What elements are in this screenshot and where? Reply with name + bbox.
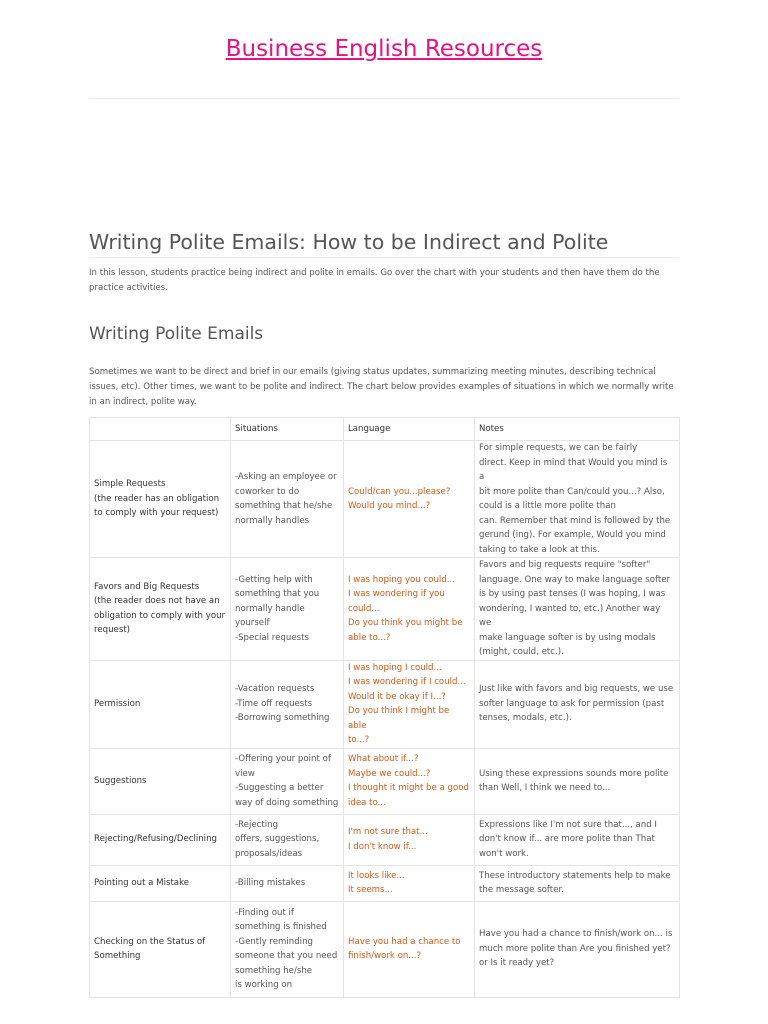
cell-line: -Time off requests bbox=[235, 698, 313, 709]
title-divider bbox=[89, 257, 679, 258]
cell-line: won't work. bbox=[479, 848, 529, 859]
row-language bbox=[344, 901, 475, 997]
row-notes bbox=[475, 814, 680, 865]
cell-line: Would you mind...? bbox=[348, 501, 431, 511]
table-row bbox=[90, 660, 680, 748]
cell-line: could is a little more polite than bbox=[479, 501, 616, 511]
cell-line: Checking on the Status of bbox=[94, 936, 206, 947]
cell-line: is working on bbox=[235, 980, 293, 990]
header-language: Language bbox=[344, 418, 475, 441]
cell-line: bit more polite than Can/could you...? Also, bbox=[479, 486, 665, 497]
cell-line: What about if...? bbox=[348, 754, 419, 764]
section-paragraph: Sometimes we want to be direct and brief in our emails (giving status updates, summarizing meeting minutes, describing technical issues, etc). Other times, we want to be polite and indirect. The chart below provides examples of situations in which we normally write in an indirect, polite way. bbox=[89, 367, 674, 407]
cell-line: -Borrowing something bbox=[235, 713, 330, 724]
row-category bbox=[90, 558, 231, 661]
cell-line: someone that you need bbox=[235, 951, 338, 961]
cell-line: I thought it might be a good bbox=[348, 783, 469, 793]
cell-line: Would it be okay if I...? bbox=[348, 691, 446, 702]
cell-line: finish/work on...? bbox=[348, 951, 422, 961]
cell-line: something that you bbox=[235, 589, 320, 599]
cell-line: view bbox=[235, 768, 255, 779]
cell-line: yourself bbox=[235, 618, 270, 628]
cell-line: something is finished bbox=[235, 922, 327, 932]
cell-line: Favors and Big Requests bbox=[94, 581, 200, 592]
cell-line: can. Remember that mind is followed by the bbox=[479, 515, 671, 526]
cell-line: I'm not sure that... bbox=[348, 827, 428, 837]
cell-line: It looks like... bbox=[348, 870, 405, 881]
cell-line: -Gently reminding bbox=[235, 936, 313, 947]
cell-line: is by using past tenses (I was hoping, I was bbox=[479, 589, 666, 599]
cell-line: make language softer is by using modals bbox=[479, 632, 656, 643]
cell-line: Do you think I might be able bbox=[348, 706, 450, 731]
cell-line: I was hoping I could... bbox=[348, 662, 442, 673]
polite-emails-chart bbox=[89, 417, 680, 998]
cell-line: (might, could, etc.). bbox=[479, 647, 564, 657]
row-category bbox=[90, 865, 231, 901]
cell-line: able to...? bbox=[348, 632, 391, 643]
row-situations bbox=[231, 558, 344, 661]
table-row bbox=[90, 814, 680, 865]
cell-line: direct. Keep in mind that Would you mind is a bbox=[479, 457, 668, 482]
cell-line: Permission bbox=[94, 698, 141, 709]
row-notes bbox=[475, 748, 680, 814]
cell-line: -Offering your point of bbox=[235, 754, 331, 764]
row-notes bbox=[475, 441, 680, 558]
cell-line: Using these expressions sounds more polite bbox=[479, 768, 669, 779]
cell-line: to comply with your request) bbox=[94, 508, 219, 519]
cell-line: gerund (ing). For example, Would you mind bbox=[479, 530, 666, 540]
row-situations bbox=[231, 814, 344, 865]
site-title[interactable]: Business English Resources bbox=[225, 36, 543, 62]
cell-line: offers, suggestions, bbox=[235, 834, 320, 845]
cell-line: -Special requests bbox=[235, 632, 309, 643]
table-row bbox=[90, 901, 680, 997]
cell-line: Something bbox=[94, 951, 141, 961]
cell-line: Simple Requests bbox=[94, 479, 166, 490]
cell-line: tenses, modals, etc.). bbox=[479, 713, 572, 724]
cell-line: Just like with favors and big requests, we use bbox=[479, 684, 674, 695]
cell-line: way of doing something bbox=[235, 797, 339, 808]
cell-line: -Finding out if bbox=[235, 907, 294, 918]
header-divider bbox=[89, 98, 679, 99]
cell-line: Do you think you might be bbox=[348, 618, 463, 628]
row-category bbox=[90, 441, 231, 558]
row-situations bbox=[231, 865, 344, 901]
cell-line: the message softer. bbox=[479, 885, 564, 895]
cell-line: Maybe we could...? bbox=[348, 768, 431, 779]
cell-line: I was wondering if you bbox=[348, 589, 445, 599]
cell-line: coworker to do bbox=[235, 486, 300, 497]
header-notes: Notes bbox=[475, 418, 680, 441]
cell-line: Expressions like I'm not sure that..., and I bbox=[479, 819, 657, 830]
cell-line: -Vacation requests bbox=[235, 684, 315, 695]
table-row bbox=[90, 865, 680, 901]
cell-line: -Billing mistakes bbox=[235, 877, 306, 888]
row-category bbox=[90, 748, 231, 814]
row-language bbox=[344, 865, 475, 901]
cell-line: or Is it ready yet? bbox=[479, 958, 555, 969]
cell-line: I was hoping you could... bbox=[348, 574, 455, 585]
cell-line: request) bbox=[94, 625, 131, 636]
cell-line: than Well, I think we need to... bbox=[479, 783, 611, 793]
row-notes bbox=[475, 865, 680, 901]
row-situations bbox=[231, 748, 344, 814]
cell-line: For simple requests, we can be fairly bbox=[479, 443, 638, 453]
cell-line: much more polite than Are you finished yet? bbox=[479, 943, 671, 954]
cell-line: Could/can you...please? bbox=[348, 486, 451, 497]
cell-line: These introductory statements help to make bbox=[479, 870, 671, 881]
cell-line: Pointing out a Mistake bbox=[94, 877, 190, 888]
cell-line: to...? bbox=[348, 735, 370, 745]
cell-line: (the reader has an obligation bbox=[94, 493, 220, 504]
cell-line: language. One way to make language softer bbox=[479, 574, 671, 585]
row-situations bbox=[231, 901, 344, 997]
row-category bbox=[90, 901, 231, 997]
cell-line: could... bbox=[348, 603, 380, 614]
table-header-row bbox=[90, 418, 680, 441]
row-notes bbox=[475, 558, 680, 661]
cell-line: normally handle bbox=[235, 603, 305, 614]
cell-line: taking to take a look at this. bbox=[479, 544, 600, 555]
cell-line: (the reader does not have an bbox=[94, 596, 220, 607]
row-language bbox=[344, 660, 475, 748]
cell-line: softer language to ask for permission (past bbox=[479, 698, 665, 709]
cell-line: It seems... bbox=[348, 885, 393, 895]
cell-line: proposals/ideas bbox=[235, 848, 303, 859]
row-notes bbox=[475, 901, 680, 997]
cell-line: Suggestions bbox=[94, 775, 147, 786]
cell-line: -Asking an employee or bbox=[235, 472, 337, 482]
row-language bbox=[344, 748, 475, 814]
cell-line: obligation to comply with your bbox=[94, 610, 226, 621]
cell-line: normally handles bbox=[235, 515, 310, 526]
row-category bbox=[90, 814, 231, 865]
header-situations: Situations bbox=[231, 418, 344, 441]
row-language bbox=[344, 558, 475, 661]
row-situations bbox=[231, 441, 344, 558]
cell-line: Have you had a chance to finish/work on... is bbox=[479, 929, 673, 940]
header-blank bbox=[90, 418, 231, 441]
cell-line: don't know if... are more polite than That bbox=[479, 834, 655, 845]
row-notes bbox=[475, 660, 680, 748]
cell-line: I don't know if... bbox=[348, 841, 417, 852]
cell-line: -Getting help with bbox=[235, 574, 313, 585]
cell-line: -Suggesting a better bbox=[235, 783, 324, 793]
cell-line: -Rejecting bbox=[235, 819, 279, 830]
row-language bbox=[344, 814, 475, 865]
cell-line: I was wondering if I could... bbox=[348, 677, 466, 687]
cell-line: wondering, I wanted to, etc.) Another way we bbox=[479, 603, 661, 628]
section-heading: Writing Polite Emails bbox=[89, 324, 264, 344]
table-row bbox=[90, 558, 680, 661]
row-language bbox=[344, 441, 475, 558]
article-intro: In this lesson, students practice being indirect and polite in emails. Go over the chart with your students and then have them do the practice activities. bbox=[89, 268, 660, 293]
cell-line: something he/she bbox=[235, 965, 313, 976]
article-title: Writing Polite Emails: How to be Indirect and Polite bbox=[89, 230, 609, 254]
cell-line: something that he/she bbox=[235, 501, 333, 511]
row-situations bbox=[231, 660, 344, 748]
cell-line: Have you had a chance to bbox=[348, 936, 461, 947]
table-row bbox=[90, 748, 680, 814]
table-row bbox=[90, 441, 680, 558]
cell-line: Rejecting/Refusing/Declining bbox=[94, 834, 217, 845]
cell-line: Favors and big requests require "softer" bbox=[479, 560, 651, 570]
cell-line: idea to... bbox=[348, 797, 386, 808]
row-category bbox=[90, 660, 231, 748]
